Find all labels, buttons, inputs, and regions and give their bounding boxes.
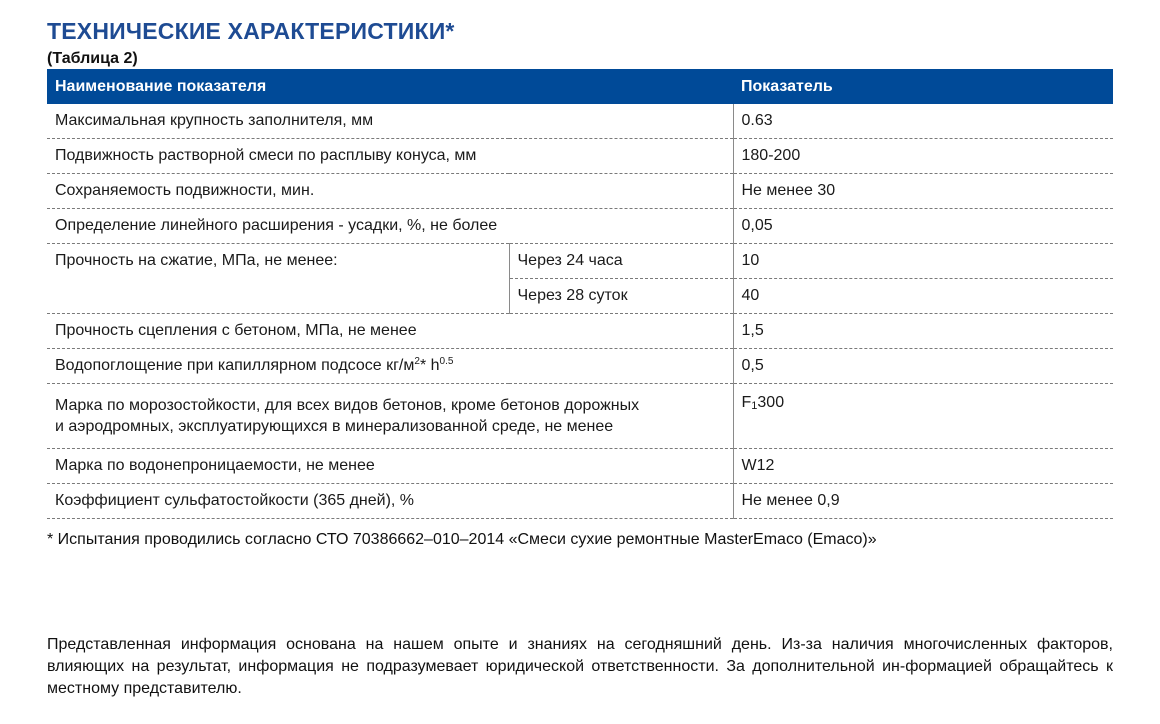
table-row <box>47 314 1113 349</box>
table-header-row <box>47 69 1113 104</box>
row-name-text: Водопоглощение при капиллярном подсосе кг/м <box>55 357 415 374</box>
row-name: Прочность сцепления с бетоном, МПа, не менее <box>47 314 733 349</box>
row-name <box>47 384 733 449</box>
table-row <box>47 209 1113 244</box>
subscript: 1 <box>751 400 758 412</box>
footnote: * Испытания проводились согласно СТО 70386662–010–2014 «Смеси сухие ремонтные MasterEmaco (Emaco)» <box>47 531 877 548</box>
row-value: 0,05 <box>733 209 1113 244</box>
row-name: Максимальная крупность заполнителя, мм <box>47 104 733 139</box>
row-value: 0,5 <box>733 349 1113 384</box>
row-value: 180-200 <box>733 139 1113 174</box>
table-caption: (Таблица 2) <box>47 50 138 67</box>
row-period: Через 24 часа <box>509 244 733 279</box>
row-value: 1,5 <box>733 314 1113 349</box>
row-name: Коэффициент сульфатостойкости (365 дней), % <box>47 484 733 519</box>
table-row <box>47 484 1113 519</box>
superscript: 0.5 <box>439 356 454 367</box>
row-name: Подвижность растворной смеси по расплыву конуса, мм <box>47 139 733 174</box>
column-header-value: Показатель <box>733 69 1113 104</box>
superscript: 2 <box>414 356 420 367</box>
value-text: 300 <box>757 394 785 411</box>
column-header-name: Наименование показателя <box>47 69 733 104</box>
disclaimer: Представленная информация основана на нашем опыте и знаниях на сегодняшний день. Из-за наличия многочисленных факторов, влияющих на результат, информация не подразумевает юридической ответственности. За дополнительной ин-формацией обращайтесь к местному представителю. <box>47 636 1113 697</box>
row-value: 0.63 <box>733 104 1113 139</box>
row-value: 40 <box>733 279 1113 314</box>
row-name-line: Марка по морозостойкости, для всех видов бетонов, кроме бетонов дорожных <box>55 397 640 414</box>
spec-table <box>47 69 1113 519</box>
row-name-line: и аэродромных, эксплуатирующихся в минерализованной среде, не менее <box>55 418 614 435</box>
table-row <box>47 349 1113 384</box>
table-row <box>47 174 1113 209</box>
row-value <box>733 384 1113 449</box>
row-name: Прочность на сжатие, МПа, не менее: <box>47 244 509 314</box>
row-value: Не менее 30 <box>733 174 1113 209</box>
table-row <box>47 139 1113 174</box>
table-row <box>47 384 1113 449</box>
row-value: 10 <box>733 244 1113 279</box>
row-value: Не менее 0,9 <box>733 484 1113 519</box>
row-name: Марка по водонепроницаемости, не менее <box>47 449 733 484</box>
row-name: Определение линейного расширения - усадки, %, не более <box>47 209 733 244</box>
row-name <box>47 349 733 384</box>
row-name: Сохраняемость подвижности, мин. <box>47 174 733 209</box>
table-row <box>47 449 1113 484</box>
row-name-text: * h <box>419 357 440 374</box>
row-value: W12 <box>733 449 1113 484</box>
table-row <box>47 104 1113 139</box>
table-row <box>47 244 1113 279</box>
value-text: F <box>741 394 752 411</box>
page-title: ТЕХНИЧЕСКИЕ ХАРАКТЕРИСТИКИ* <box>47 18 455 44</box>
row-period: Через 28 суток <box>509 279 733 314</box>
